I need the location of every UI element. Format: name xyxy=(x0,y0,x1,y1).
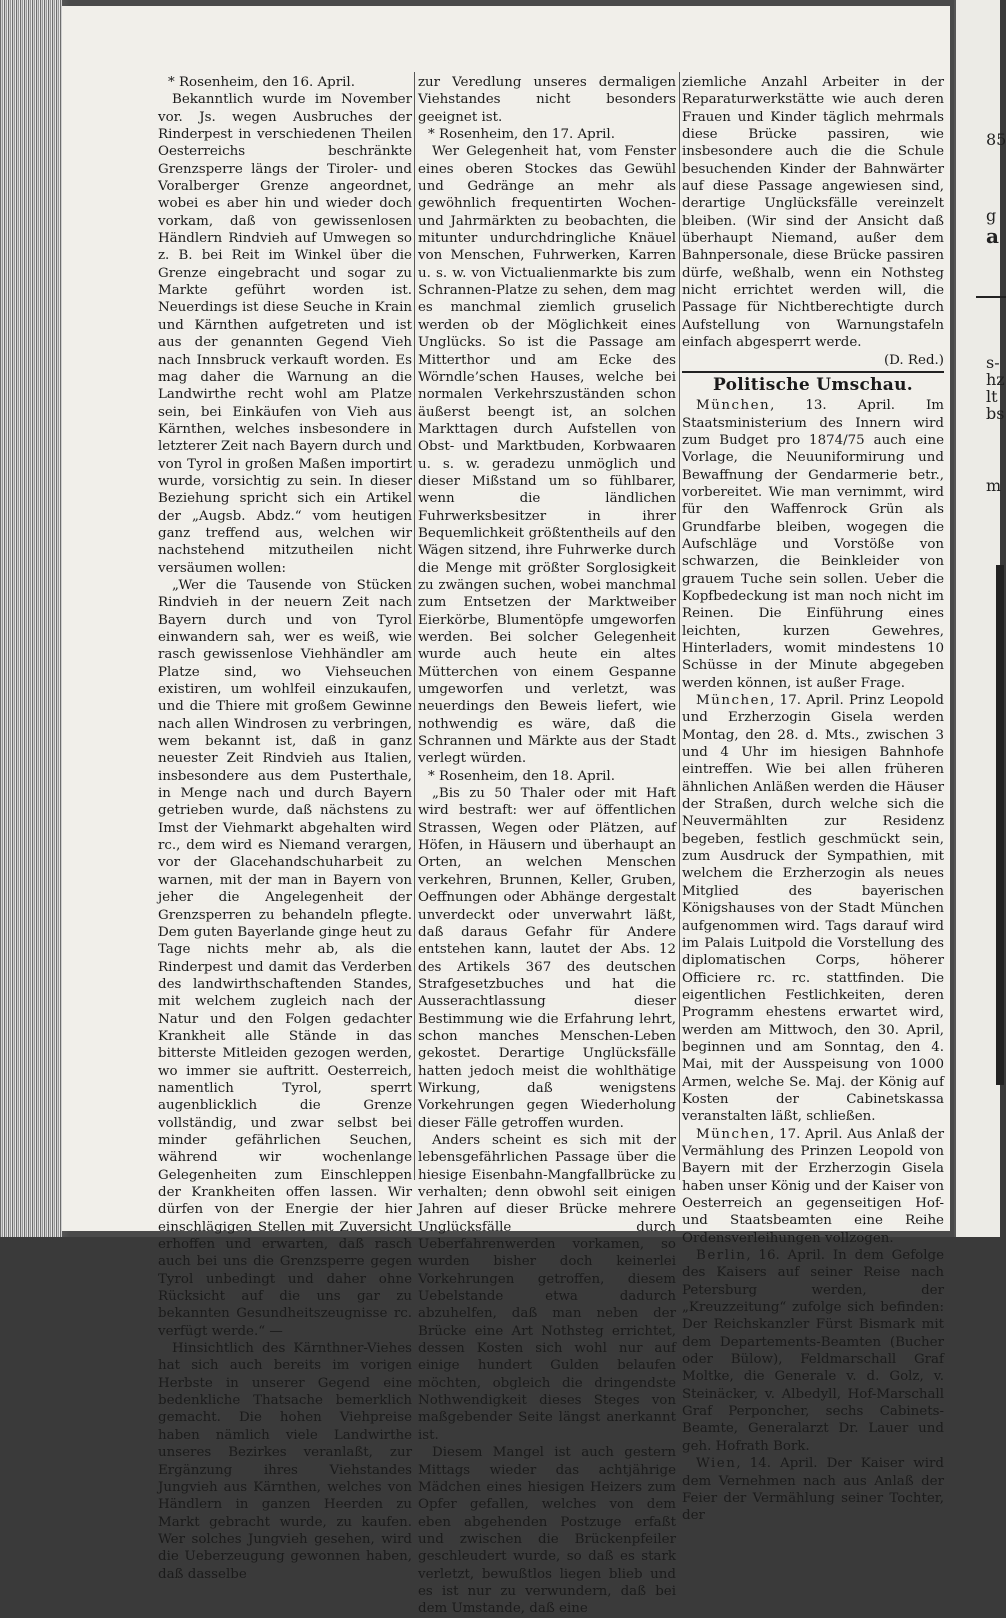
quoted-article: „Wer die Tausende von Stücken Rindvieh in der neuern Zeit nach Bayern durch und von Tyrol einwandern sah, wer es weiß, wie rasch gewissenlose Viehhändler am Platze sind, wo Viehseuchen existiren, um wohlfeil einzukaufen, und die Thiere mit großem Gewinne nach allen Windrosen zu verbringen, wem bekannt ist, daß in ganz neuester Zeit Rindvieh aus Italien, insbesondere aus dem Pusterthale, in Menge nach und durch Bayern getrieben wurde, daß nächstens zu Imst der Viehmarkt abgehalten wird rc., dem wird es Niemand verargen, vor der Glacehandschuharbeit zu warnen, mit der man in Bayern von jeher die Angelegenheit der Grenzsperren zu behandeln pflegte. Dem guten Bayerlande ginge heut zu Tage nichts mehr ab, als die Rinderpest und damit das Verderben des landwirthschaftenden Standes, mit welchem zugleich nach der Natur und den Folgen gedachter Krankheit alle Stände in das bitterste Mitleiden gezogen werden, wo immer sie auftritt. Oesterreich, namentlich Tyrol, sperrt augenblicklich die Grenze vollständig, und zwar selbst bei minder gefährlichen Seuchen, während wir wochenlange Gelegenheiten zum Einschleppen der Krankheiten offen lassen. Wir dürfen von der Energie der hier einschlägigen Stellen mit Zuversicht erhoffen und erwarten, daß rasch auch bei uns die Grenzsperre gegen Tyrol unbedingt und daher ohne Rücksicht auf die uns gar zu bekannten Gesundheitszeugnisse rc. verfügt werde.“ — xyxy=(158,577,412,1339)
news-item-text: , 13. April. Im Staatsministerium des Innern wird zum Budget pro 1874/75 auch eine Vorlage, die Neuuniformirung und Bewaffnung der Gendarmerie betr., vorbereitet. Wie man vernimmt, wird für den Waffenrock Grün als Grundfarbe bleiben, wogegen die Aufschläge und Vorstöße von schwarzen, die Beinkleider von grauem Tuche sein sollen. Ueber die Kopfbedeckung ist man noch nicht im Reinen. Die Einführung eines leichten, kurzen Gewehres, Hinterladers, womit mindestens 10 Schüsse in der Minute abgegeben werden können, ist außer Frage. xyxy=(682,398,944,691)
dark-border-band xyxy=(996,565,1004,1085)
article-paragraph: Bekanntlich wurde im November vor. Js. wegen Ausbruches der Rinderpest in verschiedenen Theilen Oesterreichs beschränkte Grenzsperre längs der Tiroler- und Voralberger Grenze angeordnet, wobei es aber hin und wieder doch vorkam, daß von gewissenlosen Händlern Rindvieh auf Umwegen so z. B. bei Reit im Winkel über die Grenze eingebracht und sogar zu Markte geführt worden ist. Neuerdings ist diese Seuche in Krain und Kärnthen aufgetreten und ist aus der genannten Gegend Vieh nach Innsbruck verkauft worden. Es mag daher die Warnung an die Landwirthe recht wohl am Platze sein, bei Einkäufen von Vieh aus Kärnthen, welches insbesondere in letzterer Zeit nach Bayern durch und von Tyrol in großen Maßen importirt wurde, vorsichtig zu sein. In dieser Beziehung spricht sich ein Artikel der „Augsb. Abdz.“ vom heutigen ganz treffend aus, welchen wir nachstehend mitzutheilen nicht versäumen wollen: xyxy=(158,92,412,576)
news-item xyxy=(682,1247,944,1455)
news-item-text: , 16. April. In dem Gefolge des Kaisers auf seiner Reise nach Petersburg werden, der „Kreuzzeitung“ zufolge sich befinden: Der Reichskanzler Fürst Bismark mit dem Departements-Beamten (Bucher oder Bülow), Feldmarschall Graf Moltke, die Generale v. d. Golz, v. Steinäcker, v. Albedyll, Hof-Marschall Graf Perponcher, sechs Cabinets-Beamte, Generalarzt Dr. Lauer und geh. Hofrath Bork. xyxy=(682,1248,944,1454)
column-1 xyxy=(158,74,412,1582)
column-2 xyxy=(418,74,676,1617)
news-item-place: Berlin xyxy=(696,1248,747,1264)
news-item xyxy=(682,1455,944,1524)
dateline: * Rosenheim, den 16. April. xyxy=(168,75,355,90)
news-item-text: , 17. April. Aus Anlaß der Vermählung des Prinzen Leopold von Bayern mit der Erzherzogin Gisela haben unser König und der Kaiser von Oesterreich an gegenseitigen Hof- und Staatsbeamten eine Reihe Ordensverleihungen vollzogen. xyxy=(682,1126,944,1246)
column-divider xyxy=(679,72,680,1180)
news-item xyxy=(682,692,944,1126)
news-item-text: , 17. April. Prinz Leopold und Erzherzogin Gisela werden Montag, den 28. d. Mts., zwischen 3 und 4 Uhr im hiesigen Bahnhofe eintreffen. Wie bei allen früheren ähnlichen Anläßen werden die Häuser der Straßen, durch welche sich die Neuvermählten zur Residenz begeben, festlich geschmückt sein, zum Ausdruck der Sympathien, mit welchem die Erzherzogin als neues Mitglied des bayerischen Königshauses von der Stadt München aufgenommen wird. Tags darauf wird im Palais Luitpold die Vorstellung des diplomatischen Corps, höherer Officiere rc. rc. stattfinden. Die eigentlichen Festlichkeiten, deren Programm ehestens erwartet wird, werden am Mittwoch, den 30. April, beginnen und am Sonntag, den 4. Mai, mit der Ausspeisung von 1000 Armen, welche Se. Maj. der König auf Kosten der Cabinetskassa veranstalten läßt, schließen. xyxy=(682,693,944,1125)
section-title: Politische Umschau. xyxy=(713,374,913,395)
text-fragment: bs xyxy=(986,404,1005,423)
article-paragraph: Hinsichtlich des Kärnthner-Viehes hat sich auch bereits im vorigen Herbste in unserer Gegend eine bedenkliche Thatsache bemerklich gemacht. Die hohen Viehpreise haben nämlich viele Landwirthe unseres Bezirkes veranlaßt, zur Ergänzung ihres Viehstandes Jungvieh aus Kärnthen, welches von Händlern in ganzen Heerden zu Markt gebracht wurde, zu kaufen. Wer solches Jungvieh gesehen, wird die Ueberzeugung gewonnen haben, daß dasselbe xyxy=(158,1341,412,1582)
continued-text: zur Veredlung unseres dermaligen Viehstandes nicht besonders geeignet ist. xyxy=(418,75,676,125)
news-item xyxy=(682,397,944,692)
news-item-place: München xyxy=(696,1126,771,1142)
book-binding-edge xyxy=(0,0,62,1237)
continued-text: ziemliche Anzahl Arbeiter in der Reparaturwerkstätte wie auch deren Frauen und Kinder täglich mehrmals diese Brücke passiren, wie insbesondere auch die die Schule besuchenden Kinder der Bahnwärter auf diese Passage angewiesen sind, derartige Unglücksfälle vereinzelt bleiben. (Wir sind der Ansicht daß überhaupt Niemand, außer dem Bahnpersonale, diese Brücke passiren dürfe, weßhalb, wenn ein Nothsteg nicht errichtet werden will, die Passage für Nichtberechtigte durch Aufstellung von Warnungstafeln einfach abgesperrt werde. xyxy=(682,75,944,351)
dateline: * Rosenheim, den 18. April. xyxy=(428,768,615,784)
text-fragment: lt xyxy=(986,387,998,406)
text-fragment: hz xyxy=(986,370,1005,389)
article-paragraph: Wer Gelegenheit hat, vom Fenster eines oberen Stockes das Gewühl und Gedränge an mehr als gewöhnlich frequentirten Wochen- und Jahrmärkten zu beobachten, die mitunter undurchdringliche Knäuel von Menschen, Fuhrwerken, Karren u. s. w. von Victualienmarkte bis zum Schrannen-Platze zu sehen, dem mag es manchmal ziemlich gruselich werden ob der Möglichkeit eines Unglücks. So ist die Passage am Mitterthor und am Ecke des Wörndle’schen Hauses, welche bei normalen Verkehrszuständen schon äußerst beengt ist, an solchen Markttagen durch Aufstellen von Obst- und Marktbuden, Korbwaaren u. s. w. geradezu unmöglich und dieser Mißstand um so fühlbarer, wenn die ländlichen Fuhrwerksbesitzer in ihrer Bequemlichkeit größtentheils auf den Wägen sitzend, ihre Fuhrwerke durch die Menge mit größter Sorglosigkeit zu zwängen suchen, wobei manchmal zum Entsetzen der Marktweiber Eierkörbe, Blumentöpfe umgeworfen werden. Bei solcher Gelegenheit wurde auch heute ein altes Mütterchen von einem Gespanne umgeworfen und verletzt, was neuerdings den Beweis liefert, wie nothwendig es wäre, daß die Schrannen und Märkte aus der Stadt verlegt würden. xyxy=(418,144,676,767)
rule xyxy=(976,296,1006,298)
editor-note: (D. Red.) xyxy=(883,352,944,368)
news-item-text: , 14. April. Der Kaiser wird dem Vernehmen nach aus Anlaß der Feier der Vermählung seiner Tochter, der xyxy=(682,1456,944,1524)
text-fragment: a xyxy=(986,224,999,248)
news-item-place: München xyxy=(696,693,771,709)
adjacent-page-edge xyxy=(954,0,1006,1237)
news-item xyxy=(682,1126,944,1247)
section-rule xyxy=(682,371,944,373)
text-fragment: m xyxy=(986,476,1002,495)
column-divider xyxy=(414,72,415,1180)
page-number-fragment: 85 xyxy=(986,130,1006,149)
dateline: * Rosenheim, den 17. April. xyxy=(428,127,615,143)
text-fragment: s- xyxy=(986,353,1000,372)
newspaper-page xyxy=(62,6,950,1617)
article-paragraph: Diesem Mangel ist auch gestern Mittags wieder das achtjährige Mädchen eines hiesigen Heizers zum Opfer gefallen, welches von dem eben abgehenden Postzuge erfaßt und zwischen die Brückenpfeiler geschleudert wurde, so daß es stark verletzt, bewußtlos liegen blieb und es ist nur zu verwundern, daß bei dem Umstande, daß eine xyxy=(418,1445,676,1617)
article-paragraph: „Bis zu 50 Thaler oder mit Haft wird bestraft: wer auf öffentlichen Strassen, Wegen oder Plätzen, auf Höfen, in Häusern und überhaupt an Orten, an welchen Menschen verkehren, Brunnen, Keller, Gruben, Oeffnungen oder Abhänge dergestalt unverdeckt oder unverwahrt läßt, daß daraus Gefahr für Andere entstehen kann, lautet der Abs. 12 des Artikels 367 des deutschen Strafgesetzbuches und hat die Ausserachtlassung dieser Bestimmung wie die Erfahrung lehrt, schon manches Menschen-Leben gekostet. Derartige Unglücksfälle hatten jedoch meist die wohlthätige Wirkung, daß wenigstens Vorkehrungen gegen Wiederholung dieser Fälle getroffen wurden. xyxy=(418,786,676,1131)
column-3 xyxy=(682,74,944,1524)
news-item-place: Wien xyxy=(696,1456,737,1472)
news-item-place: München xyxy=(696,398,771,414)
article-paragraph: Anders scheint es sich mit der lebensgefährlichen Passage über die hiesige Eisenbahn-Mangfallbrücke zu verhalten; denn obwohl seit einigen Jahren auf dieser Brücke mehrere Unglücksfälle durch Ueberfahrenwerden vorkamen, so wurden bisher doch keinerlei Vorkehrungen getroffen, diesem Uebelstande etwa dadurch abzuhelfen, daß man neben der Brücke eine Art Nothsteg errichtet, dessen Kosten sich wohl nur auf einige hundert Gulden belaufen möchten, obgleich die dringendste Nothwendigkeit dieses Steges von maßgebender Seite längst anerkannt ist. xyxy=(418,1132,676,1443)
text-fragment: g xyxy=(986,206,997,225)
